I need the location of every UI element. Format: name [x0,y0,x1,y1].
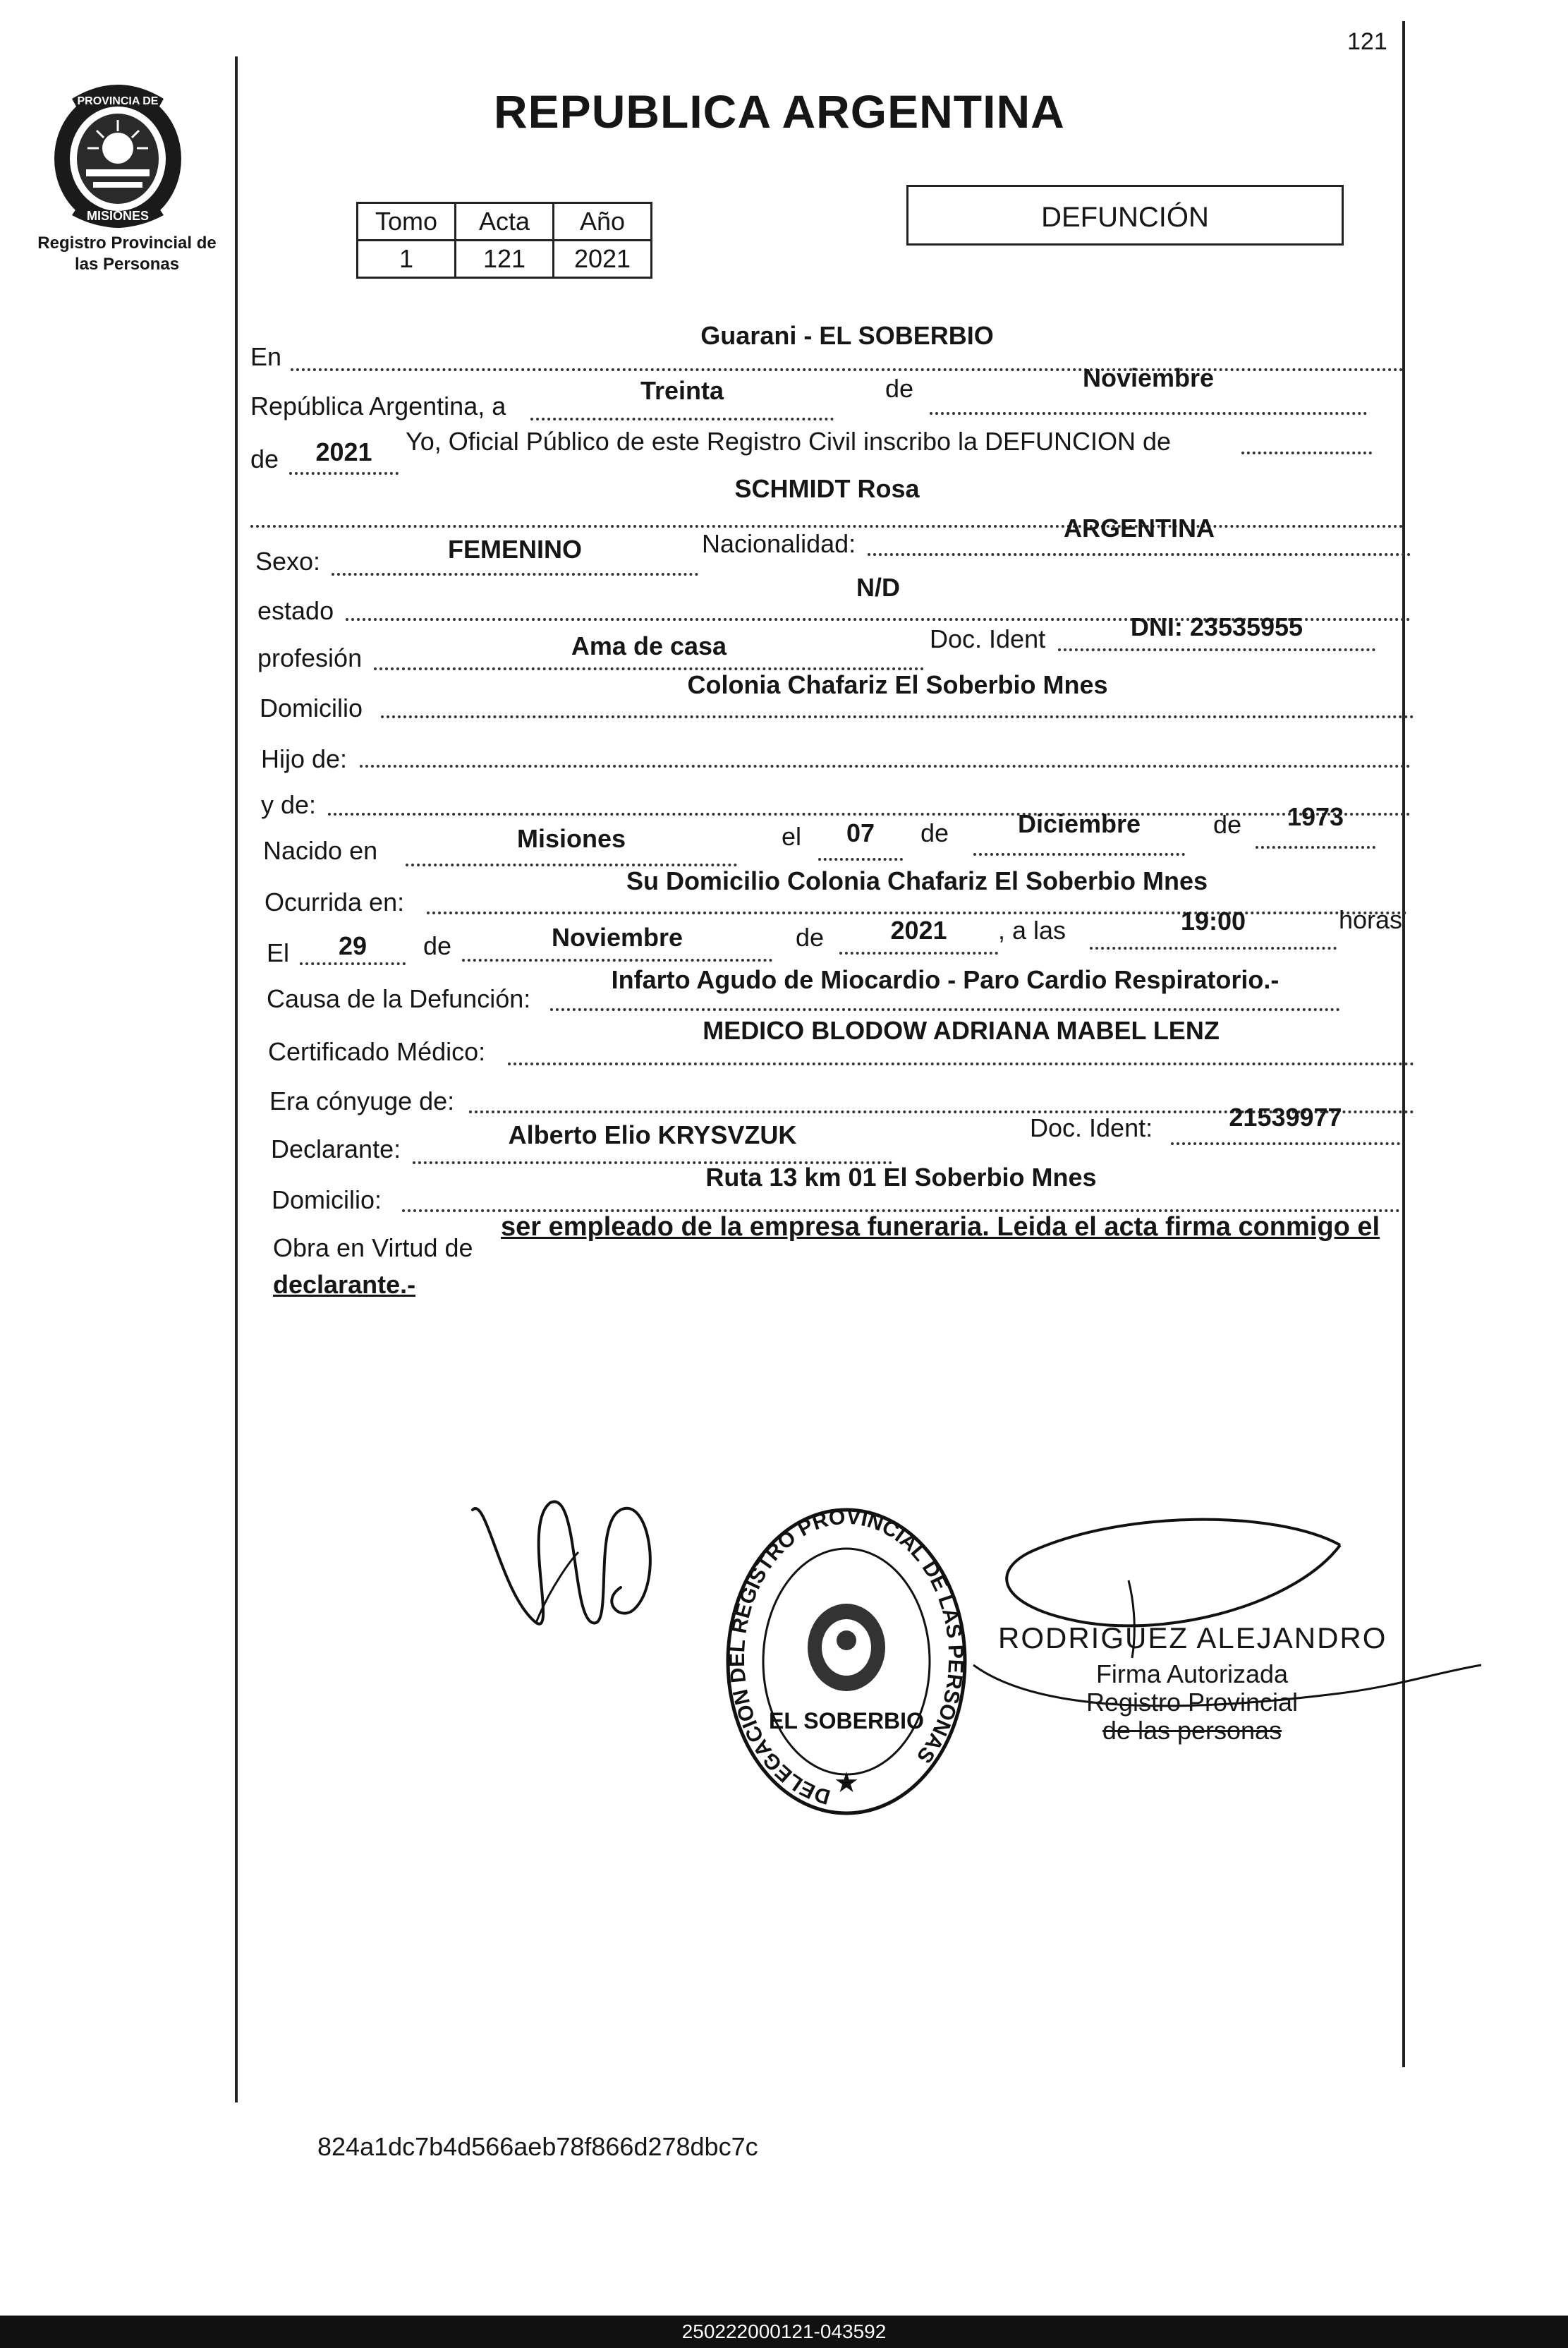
de6-label: de [796,923,825,952]
yde-label: y de: [261,790,317,819]
nacido-label: Nacido en [263,836,378,865]
profesion-value: Ama de casa [571,631,727,660]
logo-caption-line1: Registro Provincial de [37,234,217,253]
estado-value: N/D [856,573,900,602]
obra-label: Obra en Virtud de [273,1233,473,1262]
left-margin-line [235,56,238,2102]
oficial-fill [1241,420,1372,454]
yde-fill [328,782,1411,816]
causa-label: Causa de la Defunción: [267,984,531,1013]
ocurrida-label: Ocurrida en: [265,888,405,916]
nac-anio-value: 1973 [1287,802,1344,831]
de2-label: de [250,444,279,473]
declarante-value: Alberto Elio KRYSVZUK [508,1120,797,1149]
nombre-value: SCHMIDT Rosa [734,474,920,503]
causa-value: Infarto Agudo de Miocardio - Paro Cardio Respiratorio.- [611,965,1280,994]
registry-header-tomo: Tomo [358,203,456,241]
ocurrida-value: Su Domicilio Colonia Chafariz El Soberbio Mnes [626,866,1208,895]
def-hora-value: 19:00 [1180,907,1246,936]
emblem-top-text: PROVINCIA DE [77,95,159,107]
domicilio2-label: Domicilio: [272,1185,382,1214]
stamp-ring-text: DELEGACION DEL REGISTRO PROVINCIAL DE LAS PERSONAS [725,1505,968,1809]
nac-mes-value: Diciembre [1017,809,1141,838]
emblem-bottom-text: MISIONES [86,209,150,223]
certificado-label: Certificado Médico: [268,1037,486,1066]
de1-label: de [885,374,914,403]
certificado-value: MEDICO BLODOW ADRIANA MABEL LENZ [703,1016,1220,1045]
anio-value: 2021 [315,437,372,466]
en-value: Guarani - EL SOBERBIO [700,321,994,350]
nacionalidad-value: ARGENTINA [1064,514,1215,543]
hijo-fill [360,734,1411,768]
misiones-emblem-logo [44,71,192,233]
registry-header-acta: Acta [456,203,554,241]
registry-value-tomo: 1 [358,241,456,278]
obra-value-line1: ser empleado de la empresa funeraria. Leida el acta firma conmigo el [501,1212,1380,1242]
domicilio-label: Domicilio [260,694,363,722]
doc-label: Doc. Ident [930,624,1046,653]
de3-label: de [920,818,949,847]
oficial-text: Yo, Oficial Público de este Registro Civil inscribo la DEFUNCION de [406,427,1172,456]
nacido-value: Misiones [516,824,626,853]
footer-id-bar: 250222000121-043592 [0,2316,1568,2348]
nac-dia-value: 07 [846,818,875,847]
declarant-signature [458,1482,684,1651]
document-hash: 824a1dc7b4d566aeb78f866d278dbc7c [317,2132,758,2161]
de4-label: de [1213,810,1242,839]
document-title: REPUBLICA ARGENTINA [494,85,1065,138]
signatory-line1: Firma Autorizada [1095,1659,1289,1688]
de5-label: de [423,931,452,960]
doc-value: DNI: 23535955 [1130,612,1303,641]
registry-value-anio: 2021 [554,241,652,278]
doc2-value: 21539977 [1229,1103,1342,1132]
estado-label: estado [257,596,334,625]
def-mes-value: Noviembre [551,923,683,952]
obra-value-line2: declarante.- [273,1270,416,1299]
el2-label: El [267,938,290,967]
logo-caption [14,233,240,275]
registry-table [356,202,652,279]
en-label: En [250,342,282,371]
mes-value: Noviembre [1082,363,1215,392]
page-number: 121 [1347,28,1387,55]
official-stamp [719,1496,973,1827]
registry-value-acta: 121 [456,241,554,278]
conyuge-label: Era cónyuge de: [269,1087,455,1115]
sexo-value: FEMENINO [447,535,582,564]
dia-value: Treinta [640,376,724,405]
profesion-label: profesión [257,643,363,672]
signatory-line3: de las personas [1102,1716,1282,1745]
sexo-label: Sexo: [255,547,321,576]
alas-label: , a las [998,916,1066,945]
domicilio2-value: Ruta 13 km 01 El Soberbio Mnes [705,1163,1097,1192]
stamp-inner-text: EL SOBERBIO [769,1708,924,1733]
registry-header-anio: Año [554,203,652,241]
def-dia-value: 29 [338,931,367,960]
el-label: el [782,822,802,851]
doc2-label: Doc. Ident: [1030,1113,1153,1142]
signatory-name: RODRIGUEZ ALEJANDRO [998,1621,1387,1654]
registry-header-row [358,203,652,241]
registry-value-row [358,241,652,278]
act-type-box: DEFUNCIÓN [906,185,1344,246]
def-anio-value: 2021 [890,916,947,945]
stamp-star-icon: ★ [834,1767,859,1798]
declarante-label: Declarante: [271,1134,401,1163]
logo-caption-line2: las Personas [74,255,180,274]
domicilio-value: Colonia Chafariz El Soberbio Mnes [687,670,1108,699]
signatory-line2: Registro Provincial [1086,1688,1299,1717]
hijo-label: Hijo de: [261,744,348,773]
horas-label: horas [1339,905,1403,934]
republica-label: República Argentina, a [250,392,506,420]
nacionalidad-label: Nacionalidad: [702,529,856,558]
